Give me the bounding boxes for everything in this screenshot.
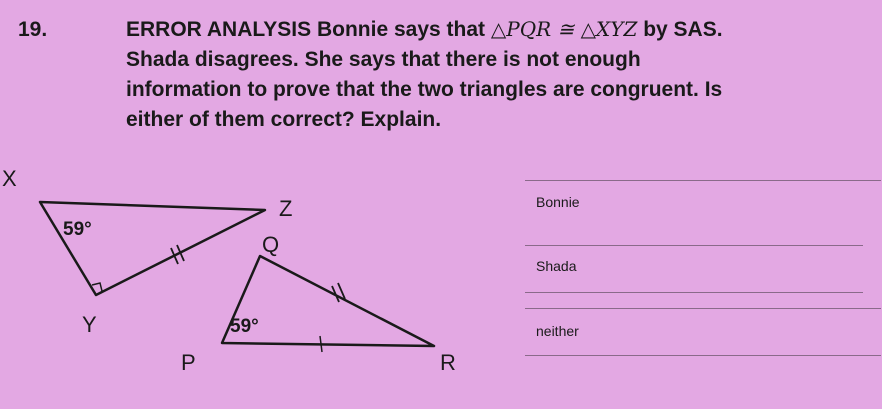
- answer-line: [525, 292, 863, 293]
- triangles-diagram: [0, 160, 500, 404]
- problem-number: 19.: [18, 18, 48, 41]
- vertex-z-label: Z: [279, 196, 293, 221]
- problem-line-2: Shada disagrees. She says that there is not enough: [126, 48, 641, 71]
- problem-line-3: information to prove that the two triangles are congruent. Is: [126, 78, 723, 101]
- vertex-y-label: Y: [82, 312, 97, 337]
- tick-mark-pr: [320, 336, 322, 352]
- triangle-xyz: [40, 202, 265, 295]
- choice-shada: Shada: [536, 258, 577, 274]
- problem-text: [18, 14, 868, 135]
- vertex-x-label: X: [2, 166, 17, 191]
- answer-line: [525, 180, 881, 181]
- triangles-figure: [0, 160, 500, 404]
- vertex-r-label: R: [440, 350, 456, 375]
- choice-neither: neither: [536, 323, 579, 339]
- problem-line-4: either of them correct? Explain.: [126, 108, 442, 131]
- angle-p-label: 59°: [230, 316, 259, 337]
- answer-line: [525, 355, 881, 356]
- choice-bonnie: Bonnie: [536, 194, 580, 210]
- answer-line: [525, 245, 863, 246]
- problem-line-1: [18, 14, 868, 45]
- answer-choices: [520, 170, 882, 370]
- problem-claim-tail: by SAS.: [643, 18, 723, 41]
- vertex-q-label: Q: [262, 232, 280, 257]
- answer-line: [525, 308, 881, 309]
- vertex-p-label: P: [181, 350, 196, 375]
- angle-x-label: 59°: [63, 219, 92, 240]
- problem-lead: ERROR ANALYSIS Bonnie says that: [126, 18, 486, 41]
- congruence-statement: △PQR ≅ △XYZ: [490, 17, 638, 41]
